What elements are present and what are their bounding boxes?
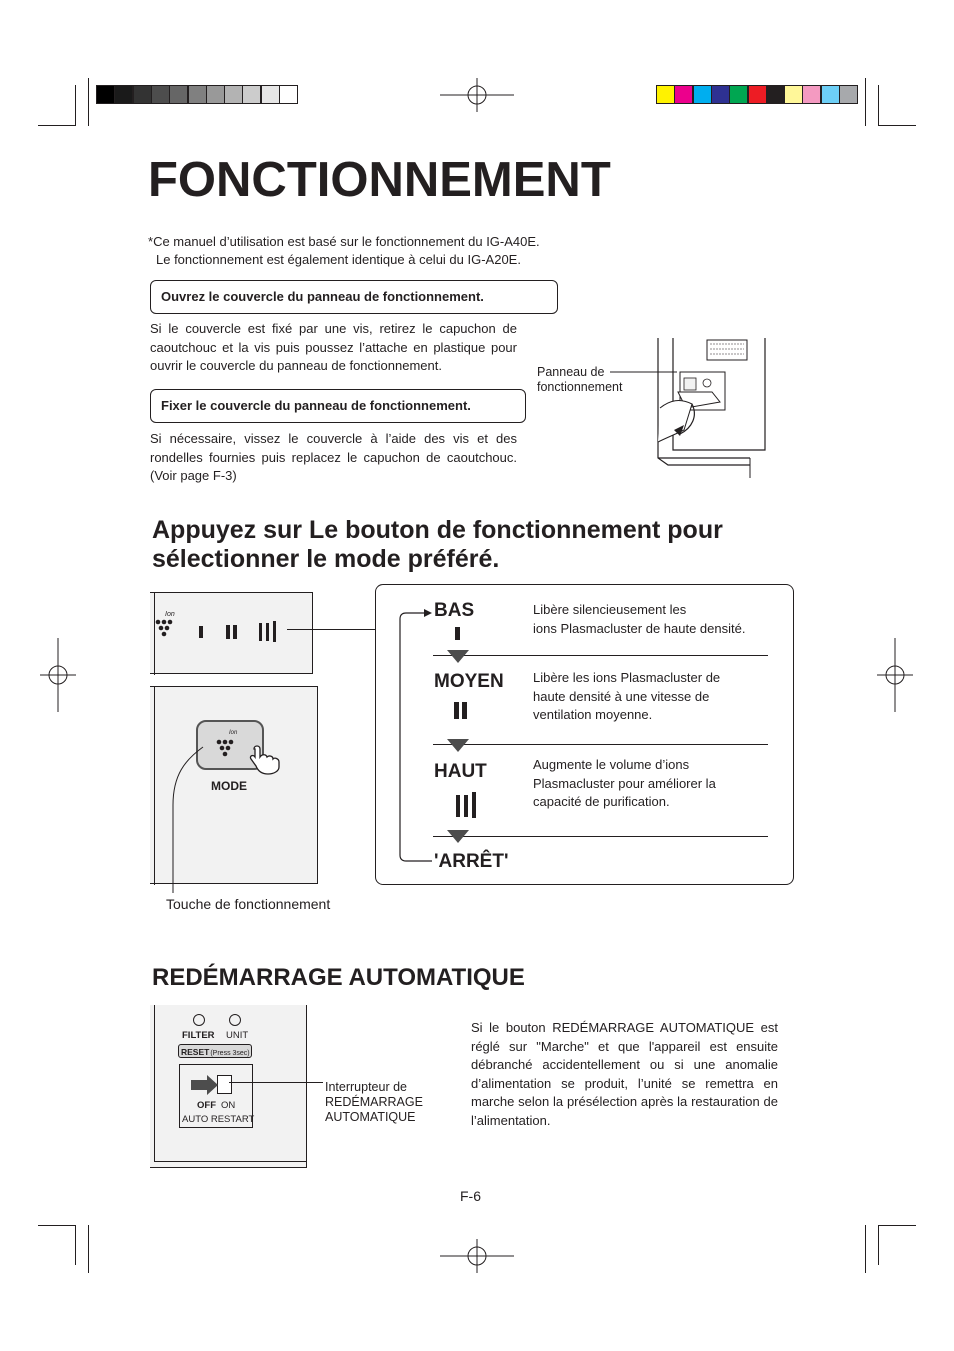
switch-label	[325, 1080, 423, 1125]
page-title: FONCTIONNEMENT	[148, 153, 611, 207]
color-swatch	[766, 85, 785, 104]
color-swatch	[656, 85, 675, 104]
mode-bas-name: BAS	[434, 600, 475, 621]
color-swatch	[802, 85, 821, 104]
touch-leader-line	[165, 745, 215, 895]
gray-swatch	[114, 85, 133, 104]
gray-swatch	[261, 85, 280, 104]
gray-swatch	[151, 85, 170, 104]
mode-haut-desc-line-2: Plasmacluster pour améliorer la	[533, 775, 716, 791]
gray-swatch	[224, 85, 243, 104]
open-cover-text: Si le couvercle est fixé par une vis, retirez le capuchon de caoutchouc et la vis puis poussez l’attache en plastique pour ouvrir le couvercle du panneau de fonctionnement.	[150, 321, 517, 373]
off-label: OFF	[197, 1100, 216, 1111]
mode-heading-line-1: Appuyez sur Le bouton de fonctionnement pour	[152, 516, 723, 544]
registration-mark-icon	[440, 78, 514, 112]
mode-haut-desc	[533, 756, 773, 812]
note-marker: *	[148, 234, 154, 249]
mode-moyen-desc-line-3: ventilation moyenne.	[533, 707, 653, 722]
panel-label-line-2: fonctionnement	[537, 380, 623, 394]
mode-bas-bars	[455, 627, 460, 640]
panel-label-line-1: Panneau de	[537, 365, 605, 379]
fix-cover-label: Fixer le couvercle du panneau de fonctionnement.	[150, 389, 526, 423]
registration-mark-icon	[440, 1239, 514, 1273]
level-indicator-mid	[226, 625, 230, 639]
filter-indicator-icon	[193, 1014, 205, 1026]
restart-text: Si le bouton REDÉMARRAGE AUTOMATIQUE est réglé sur "Marche" et que l'appareil est ensuite débranché accidentellement ou si une anomalie d’alimentation se produit, l’unité se remettra en marche selon la présélection après la restauration de l’alimentation.	[471, 1020, 778, 1128]
mode-moyen-bars-2	[462, 702, 467, 719]
fix-cover-text: Si nécessaire, vissez le couvercle à l’aide des vis et des rondelles fournies puis replacez le capuchon de caoutchouc. (Voir page F-3)	[150, 431, 517, 483]
mode-haut-desc-line-1: Augmente le volume d’ions	[533, 757, 690, 772]
gray-swatch	[96, 85, 115, 104]
mode-moyen-bars	[454, 702, 459, 719]
switch-label-line-3: AUTOMATIQUE	[325, 1110, 416, 1124]
mode-haut-desc-line-3: capacité de purification.	[533, 794, 670, 809]
mode-haut-bars-2	[464, 795, 468, 817]
pointing-hand-icon	[246, 735, 286, 775]
reset-label: RESET	[181, 1047, 210, 1057]
unit-label: UNIT	[226, 1030, 249, 1041]
registration-mark-icon	[40, 638, 76, 712]
separator	[433, 655, 768, 656]
mode-moyen-desc	[533, 669, 773, 725]
mode-heading-line-2: sélectionner le mode préféré.	[152, 545, 500, 573]
gray-swatch	[188, 85, 207, 104]
mode-button-label: MODE	[211, 779, 247, 793]
mode-moyen-desc-line-2: haute densité à une vitesse de	[533, 688, 710, 704]
ion-label: Ion	[165, 611, 175, 618]
unit-indicator-icon	[229, 1014, 241, 1026]
mode-haut-name: HAUT	[434, 761, 487, 782]
mode-moyen-name: MOYEN	[434, 671, 504, 692]
mode-heading	[152, 516, 723, 574]
switch-leader-line	[229, 1082, 323, 1083]
level-indicator-low	[199, 626, 203, 638]
gray-swatch	[133, 85, 152, 104]
color-swatch	[693, 85, 712, 104]
note-line-1: Ce manuel d’utilisation est basé sur le fonctionnement du IG-A40E.	[153, 234, 540, 249]
switch-label-line-2: REDÉMARRAGE	[325, 1095, 423, 1109]
panel-illustration	[600, 330, 780, 480]
color-swatch	[711, 85, 730, 104]
restart-heading: REDÉMARRAGE AUTOMATIQUE	[152, 964, 525, 991]
level-indicator-mid-2	[233, 625, 237, 639]
mode-button-ion-label: Ion	[229, 730, 238, 736]
registration-mark-icon	[877, 638, 913, 712]
mode-haut-bars	[456, 795, 460, 817]
color-swatch	[748, 85, 767, 104]
arrow-right-icon	[189, 1075, 219, 1095]
gray-swatch	[169, 85, 188, 104]
switch-label-line-1: Interrupteur de	[325, 1080, 407, 1094]
page-number: F-6	[460, 1188, 481, 1204]
color-swatch	[784, 85, 803, 104]
color-swatch	[839, 85, 858, 104]
open-cover-label: Ouvrez le couvercle du panneau de fonctionnement.	[150, 280, 558, 314]
color-swatch	[821, 85, 840, 104]
separator	[433, 744, 768, 745]
auto-restart-switch[interactable]	[217, 1075, 232, 1094]
mode-arret-name: 'ARRÊT'	[434, 851, 509, 872]
plasmacluster-ion-icon	[216, 732, 240, 760]
mode-bas-desc-line-1: Libère silencieusement les	[533, 602, 687, 617]
reset-button[interactable]	[178, 1044, 252, 1058]
indicator-leader-line	[287, 629, 375, 630]
mode-moyen-desc-line-1: Libère les ions Plasmacluster de	[533, 670, 721, 685]
separator	[433, 836, 768, 837]
mode-bas-desc-line-2: ions Plasmacluster de haute densité.	[533, 620, 746, 636]
down-arrow-icon	[447, 739, 469, 752]
gray-swatch	[279, 85, 298, 104]
model-note	[148, 233, 608, 269]
mode-bas-desc	[533, 601, 773, 638]
down-arrow-icon	[447, 650, 469, 663]
color-swatch	[674, 85, 693, 104]
note-line-2: Le fonctionnement est également identique à celui du IG-A20E.	[156, 252, 521, 267]
auto-restart-label: AUTO RESTART	[182, 1114, 255, 1125]
filter-label: FILTER	[182, 1030, 215, 1041]
mode-haut-bars-3	[472, 792, 476, 818]
gray-swatch	[242, 85, 261, 104]
level-indicator-high-2	[266, 623, 269, 641]
on-label: ON	[221, 1100, 236, 1111]
color-swatch	[729, 85, 748, 104]
level-indicator-high	[259, 623, 262, 641]
level-indicator-high-3	[273, 621, 276, 642]
down-arrow-icon	[447, 830, 469, 843]
reset-hint: (Press 3sec)	[210, 1050, 250, 1057]
gray-swatch	[206, 85, 225, 104]
touch-label: Touche de fonctionnement	[166, 896, 331, 912]
cycle-return-arrow	[394, 605, 434, 865]
